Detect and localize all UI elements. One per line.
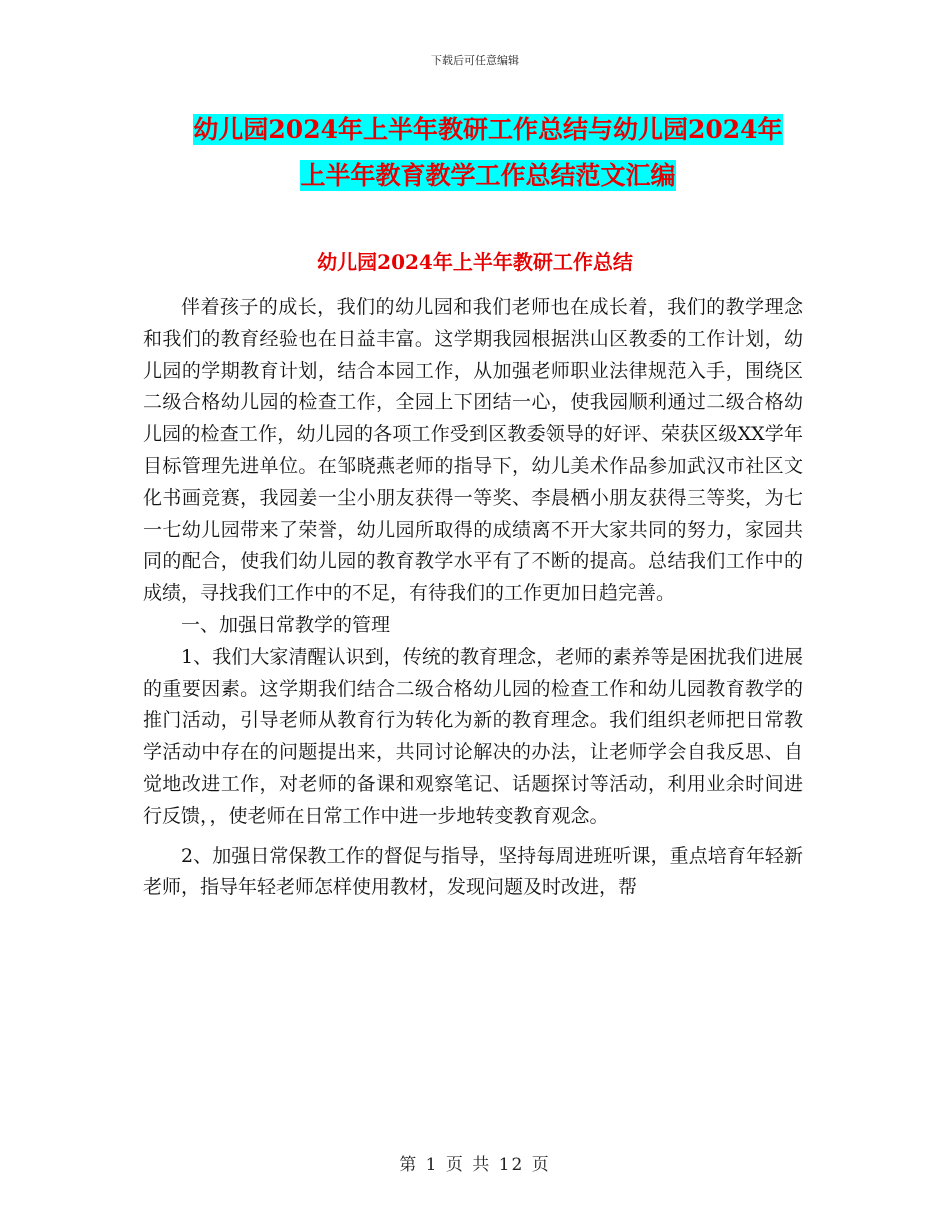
page-footer-number: 第 1 页 共 12 页 — [399, 1155, 551, 1175]
paragraph-item-1: 1、我们大家清醒认识到，传统的教育理念，老师的素养等是困扰我们进展的重要因素。这学期我们结合二级合格幼儿园的检查工作和幼儿园教育教学的推门活动，引导老师从教育行为转化为新的教育理念。我们组织老师把日常教学活动中存在的问题提出来，共同讨论解决的办法，让老师学会自我反思、自觉地改进工作，对老师的备课和观察笔记、话题探讨等活动，利用业余时间进行反馈，，使老师在日常工作中进一步地转变教育观念。 — [143, 645, 803, 827]
document-title-line-2: 上半年教育教学工作总结范文汇编 — [300, 161, 676, 190]
section-title: 幼儿园2024年上半年教研工作总结 — [317, 250, 633, 274]
document-title-line-1: 幼儿园2024年上半年教研工作总结与幼儿园2024年 — [193, 115, 783, 144]
paragraph-item-2: 2、加强日常保教工作的督促与指导，坚持每周进班听课，重点培育年轻新老师，指导年轻老师怎样使用教材，发现问题及时改进，帮 — [143, 844, 803, 899]
page-header-note: 下载后可任意编辑 — [431, 54, 519, 67]
paragraph-intro: 伴着孩子的成长，我们的幼儿园和我们老师也在成长着，我们的教学理念和我们的教育经验也在日益丰富。这学期我园根据洪山区教委的工作计划，幼儿园的学期教育计划，结合本园工作，从加强老师职业法律规范入手，围绕区二级合格幼儿园的检查工作，全园上下团结一心，使我园顺利通过二级合格幼儿园的检查工作，幼儿园的各项工作受到区教委领导的好评、荣获区级XX学年目标管理先进单位。在邹晓燕老师的指导下，幼儿美术作品参加武汉市社区文化书画竞赛，我园姜一尘小朋友获得一等奖、李晨栖小朋友获得三等奖，为七一七幼儿园带来了荣誉，幼儿园所取得的成绩离不开大家共同的努力，家园共同的配合，使我们幼儿园的教育教学水平有了不断的提高。总结我们工作中的成绩，寻找我们工作中的不足，有待我们的工作更加日趋完善。 — [143, 296, 803, 605]
document-body — [143, 292, 803, 904]
document-title — [143, 107, 833, 199]
heading-daily-teaching: 一、加强日常教学的管理 — [181, 613, 391, 636]
